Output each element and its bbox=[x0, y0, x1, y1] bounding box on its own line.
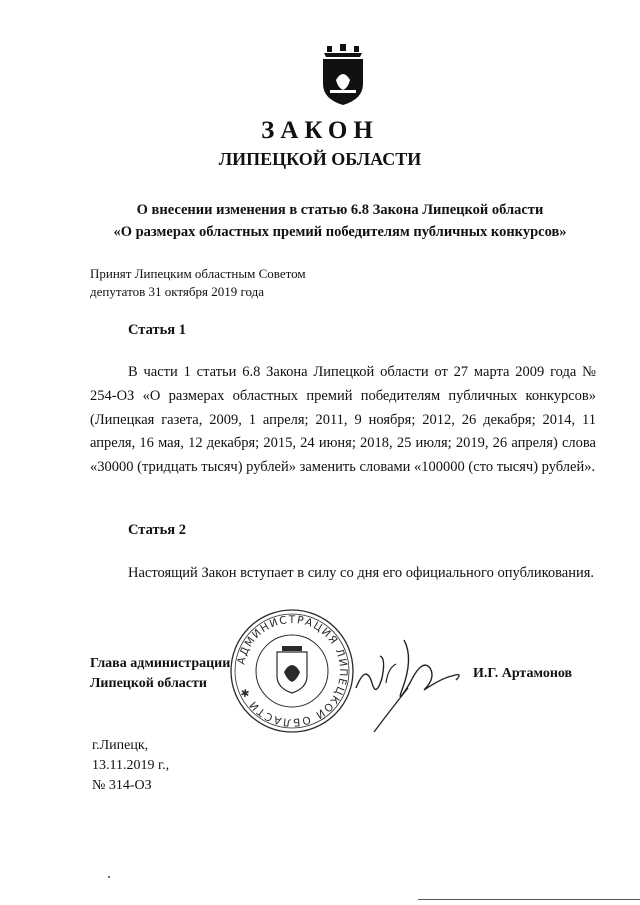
footer-city: г.Липецк, bbox=[92, 738, 149, 753]
coat-of-arms-icon bbox=[318, 44, 368, 106]
scan-edge-line bbox=[418, 899, 640, 900]
subject-line-2: «О размерах областных премий победителям публичных конкурсов» bbox=[113, 224, 567, 240]
svg-text:АДМИНИСТРАЦИЯ ЛИПЕЦКОЙ ОБЛАСТИ: АДМИНИСТРАЦИЯ ЛИПЕЦКОЙ ОБЛАСТИ ✱ bbox=[235, 613, 350, 729]
document-footer bbox=[92, 736, 169, 796]
handwritten-signature bbox=[352, 628, 482, 738]
subject-line-1: О внесении изменения в статью 6.8 Закона Липецкой области bbox=[136, 202, 544, 218]
document-title: ЗАКОН bbox=[261, 117, 379, 144]
footer-number: № 314-ОЗ bbox=[92, 778, 152, 793]
scan-speck bbox=[108, 876, 110, 878]
adoption-line-1: Принят Липецким областным Советом bbox=[90, 266, 306, 281]
signer-position-line-2: Липецкой области bbox=[90, 676, 207, 691]
article-2-heading: Статья 2 bbox=[128, 522, 186, 538]
article-2-text: Настоящий Закон вступает в силу со дня его официального опубликования. bbox=[128, 565, 595, 581]
document-region: ЛИПЕЦКОЙ ОБЛАСТИ bbox=[218, 149, 422, 169]
adoption-line-2: депутатов 31 октября 2019 года bbox=[90, 284, 265, 299]
document-subject bbox=[80, 199, 600, 243]
article-1-text: В части 1 статьи 6.8 Закона Липецкой области от 27 марта 2009 года № 254-ОЗ «О размерах областных премий победителям публичных конкурсов» (Липецкая газета, 2009, 1 апреля; 2011, 9 ноября; 2012, 26 декабря; 2014, 11 апреля, 16 мая, 12 декабря; 2015, 24 июня; 2018, 25 июля; 2019, 26 апреля) слова «30000 (тридцать тысяч) рублей» заменить словами «100000 (сто тысяч) рублей». bbox=[90, 364, 596, 476]
signer-name: И.Г. Артамонов bbox=[473, 666, 573, 681]
signer-position-line-1: Глава администрации bbox=[90, 656, 231, 671]
article-1-heading: Статья 1 bbox=[128, 322, 186, 338]
signer-position bbox=[90, 654, 230, 694]
footer-date: 13.11.2019 г., bbox=[92, 758, 170, 773]
official-seal bbox=[229, 608, 355, 734]
adoption-note bbox=[90, 265, 306, 301]
